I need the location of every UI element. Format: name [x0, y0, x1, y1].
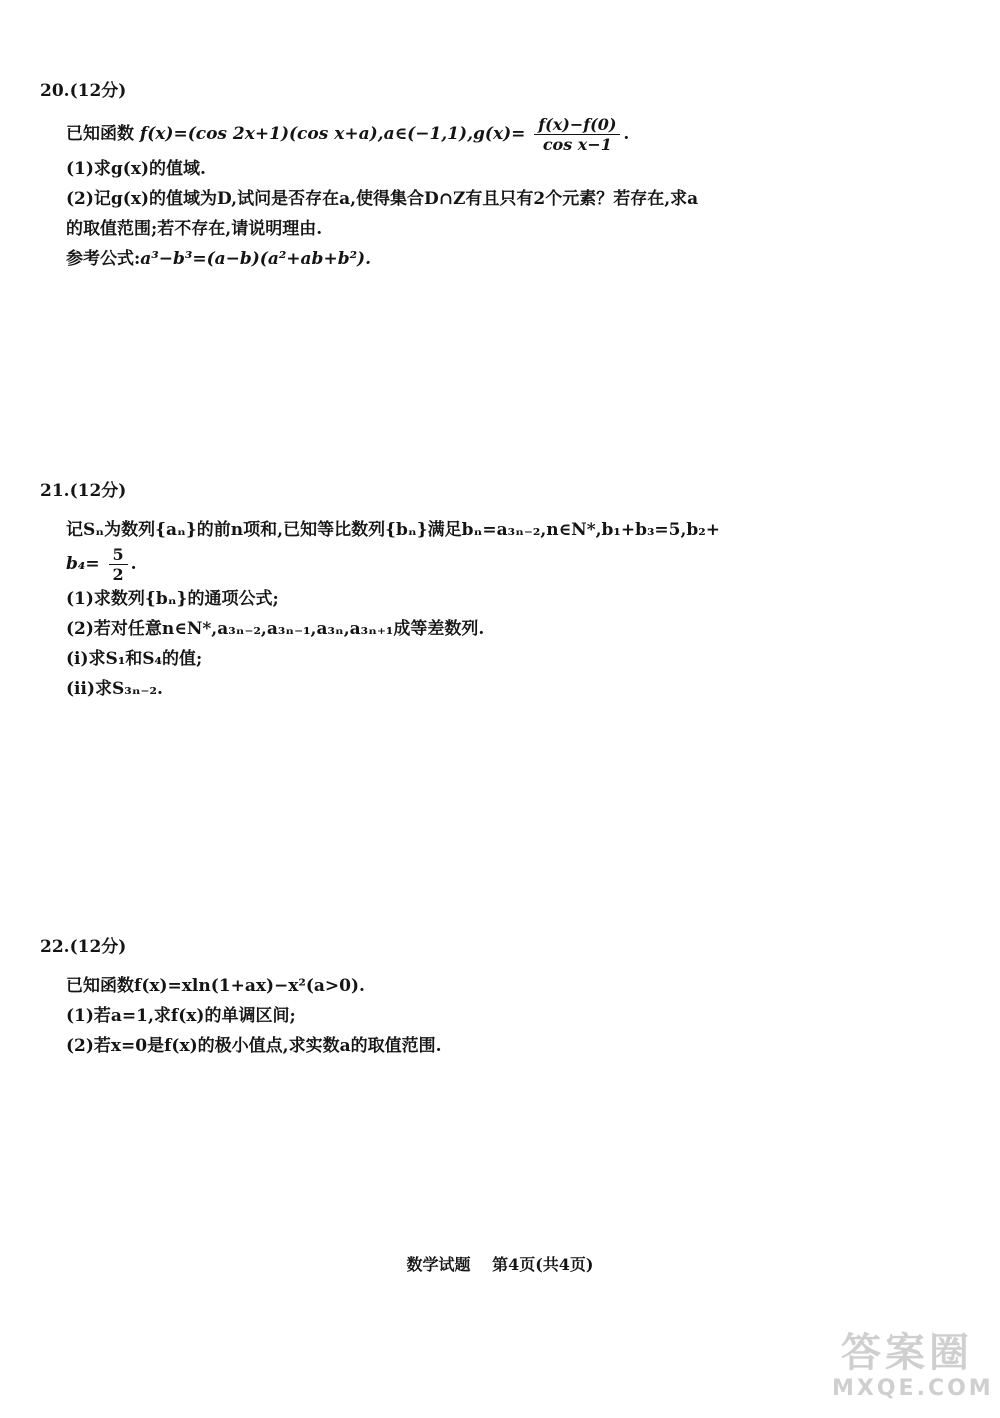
question-21-header	[40, 476, 940, 501]
question-20	[40, 76, 940, 274]
q21-fraction-numerator: 5	[109, 545, 128, 565]
q21-line-2-end: .	[130, 554, 137, 574]
question-20-header	[40, 76, 940, 101]
q21-fraction	[109, 545, 128, 584]
q21-sub-part-ii: (ⅱ)求S₃ₙ₋₂.	[66, 679, 163, 699]
q22-statement: 已知函数f(x)=xln(1+ax)−x²(a>0).	[66, 976, 365, 996]
q20-reference-label: 参考公式:	[66, 249, 141, 269]
question-21-body	[66, 515, 940, 704]
page-footer	[0, 1252, 1000, 1275]
question-21-points: (12分)	[69, 481, 127, 501]
q20-reference-formula-text: a³−b³=(a−b)(a²+ab+b²).	[140, 249, 371, 269]
q21-sub-part-i: (ⅰ)求S₁和S₄的值;	[66, 649, 203, 669]
q21-part-1: (1)求数列{bₙ}的通项公式;	[66, 589, 279, 609]
q20-fraction-numerator: f(x)−f(0)	[534, 115, 620, 135]
q20-reference-formula	[66, 244, 940, 274]
question-22-number: 22.	[40, 937, 70, 957]
q20-end: .	[623, 124, 630, 144]
q20-part-1: (1)求g(x)的值域.	[66, 159, 206, 179]
q20-fraction	[534, 115, 620, 154]
question-22-body	[66, 971, 940, 1061]
q22-part-1: (1)若a=1,求f(x)的单调区间;	[66, 1006, 296, 1026]
question-20-number: 20.	[40, 81, 70, 101]
q20-part-2-line-2: 的取值范围;若不存在,请说明理由.	[66, 219, 323, 239]
question-20-points: (12分)	[69, 81, 127, 101]
question-20-statement	[66, 115, 940, 154]
q21-statement-line-1: 记Sₙ为数列{aₙ}的前n项和,已知等比数列{bₙ}满足bₙ=a₃ₙ₋₂,n∈N*,b₁+b₃=5,b₂+	[66, 520, 721, 540]
question-20-body	[66, 115, 940, 274]
q22-part-2: (2)若x=0是f(x)的极小值点,求实数a的取值范围.	[66, 1036, 442, 1056]
q20-fraction-denominator: cos x−1	[542, 135, 612, 154]
question-21	[40, 476, 940, 704]
question-22	[40, 932, 940, 1061]
footer-page-number: 第4页(共4页)	[492, 1255, 594, 1274]
watermark-logo-text: 答案圈	[841, 1329, 973, 1376]
question-21-number: 21.	[40, 481, 70, 501]
watermark-site-text: MXQE.COM	[832, 1376, 994, 1401]
footer-subject: 数学试题	[406, 1255, 471, 1274]
question-22-points: (12分)	[69, 937, 127, 957]
watermark-logo	[832, 1329, 994, 1408]
q20-function-definition: f(x)=(cos 2x+1)(cos x+a),a∈(−1,1),g(x)=	[139, 124, 526, 144]
q21-b4-expression: b₄=	[66, 554, 100, 574]
q21-fraction-denominator: 2	[112, 565, 124, 584]
q21-statement-line-2	[66, 545, 940, 584]
q20-intro: 已知函数	[66, 124, 134, 144]
q21-part-2: (2)若对任意n∈N*,a₃ₙ₋₂,a₃ₙ₋₁,a₃ₙ,a₃ₙ₊₁成等差数列.	[66, 619, 485, 639]
q20-part-2-line-1: (2)记g(x)的值域为D,试问是否存在a,使得集合D∩Z有且只有2个元素？若存在,求a	[66, 189, 699, 209]
question-22-header	[40, 932, 940, 957]
